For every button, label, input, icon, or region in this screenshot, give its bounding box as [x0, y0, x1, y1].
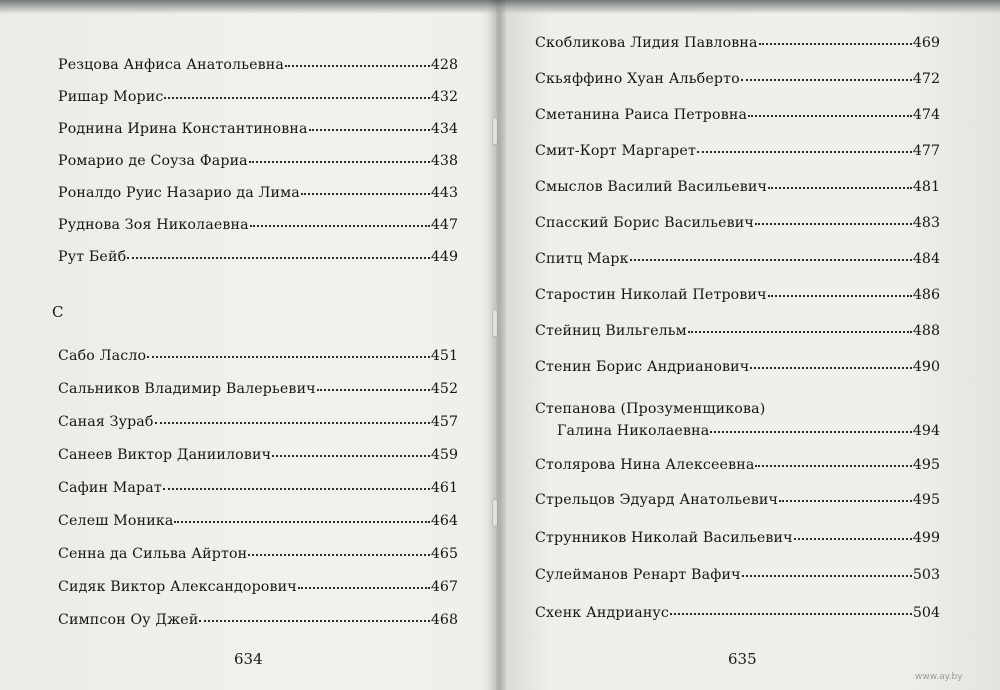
index-entry: Рут Бейб 449	[58, 249, 458, 265]
leader-dots	[755, 223, 912, 225]
leader-dots	[317, 389, 430, 391]
binding-stitch	[493, 310, 497, 336]
index-entry: Санеев Виктор Даниилович 459	[58, 447, 458, 463]
index-entry: Скьяффино Хуан Альберто 472	[535, 71, 940, 87]
leader-dots	[759, 43, 912, 45]
index-entry: Сидяк Виктор Александорович 467	[58, 579, 458, 595]
index-entry: Симпсон Оу Джей 468	[58, 612, 458, 628]
right-page	[535, 0, 940, 690]
leader-dots	[272, 455, 430, 457]
watermark-text: www.ay.by	[915, 672, 963, 682]
page-number-right: 635	[728, 650, 757, 668]
index-entry: Струнников Николай Васильевич 499	[535, 530, 940, 546]
index-entry: Схенк Андрианус 504	[535, 605, 940, 621]
index-entry: Сулейманов Ренарт Вафич 503	[535, 567, 940, 583]
index-entry: Скобликова Лидия Павловна 469	[535, 35, 940, 51]
leader-dots	[163, 488, 430, 490]
leader-dots	[710, 431, 912, 433]
index-entry: Саная Зураб 457	[58, 414, 458, 430]
index-entry: Ришар Морис 432	[58, 89, 458, 105]
index-entry: Сенна да Сильва Айртон 465	[58, 546, 458, 562]
index-entry: Селеш Моника 464	[58, 513, 458, 529]
leader-dots	[779, 500, 912, 502]
leader-dots	[670, 613, 912, 615]
index-entry: Сафин Марат 461	[58, 480, 458, 496]
index-entry: Сметанина Раиса Петровна 474	[535, 107, 940, 123]
leader-dots	[147, 356, 430, 358]
index-entry-second-line: Галина Николаевна 494	[557, 423, 940, 439]
leader-dots	[688, 331, 912, 333]
leader-dots	[748, 115, 912, 117]
leader-dots	[750, 367, 912, 369]
leader-dots	[697, 151, 912, 153]
book-gutter	[488, 0, 506, 690]
leader-dots	[298, 587, 430, 589]
index-entry: Стрельцов Эдуард Анатольевич 495	[535, 492, 940, 508]
leader-dots	[248, 554, 430, 556]
leader-dots	[199, 620, 429, 622]
index-entry-wrapped: Степанова (Прозуменщикова) Галина Николаевна 494	[535, 401, 940, 439]
binding-stitch	[493, 500, 497, 526]
leader-dots	[741, 79, 912, 81]
page-number-left: 634	[234, 650, 263, 668]
leader-dots	[630, 259, 912, 261]
index-entry: Старостин Николай Петрович 486	[535, 287, 940, 303]
binding-stitch	[493, 118, 497, 144]
leader-dots	[768, 295, 912, 297]
leader-dots	[768, 187, 912, 189]
index-entry: Ромарио де Соуза Фариа 438	[58, 153, 458, 169]
leader-dots	[794, 538, 912, 540]
leader-dots	[174, 521, 429, 523]
index-entry: Сабо Ласло 451	[58, 348, 458, 364]
leader-dots	[755, 465, 911, 467]
left-page-s-section	[58, 0, 458, 690]
index-entry: Руднова Зоя Николаевна 447	[58, 217, 458, 233]
index-entry: Смит-Корт Маргарет 477	[535, 143, 940, 159]
index-entry: Сальников Владимир Валерьевич 452	[58, 381, 458, 397]
section-letter: С	[52, 303, 64, 321]
index-entry: Столярова Нина Алексеевна 495	[535, 457, 940, 473]
leader-dots	[742, 575, 912, 577]
index-entry: Роднина Ирина Константиновна 434	[58, 121, 458, 137]
index-entry: Резцова Анфиса Анатольевна 428	[58, 57, 458, 73]
index-entry: Стейниц Вильгельм 488	[535, 323, 940, 339]
index-entry: Спитц Марк 484	[535, 251, 940, 267]
index-entry: Спасский Борис Васильевич 483	[535, 215, 940, 231]
index-entry: Стенин Борис Андрианович 490	[535, 359, 940, 375]
index-entry: Смыслов Василий Васильевич 481	[535, 179, 940, 195]
leader-dots	[155, 422, 430, 424]
index-entry: Роналдо Руис Назарио да Лима 443	[58, 185, 458, 201]
